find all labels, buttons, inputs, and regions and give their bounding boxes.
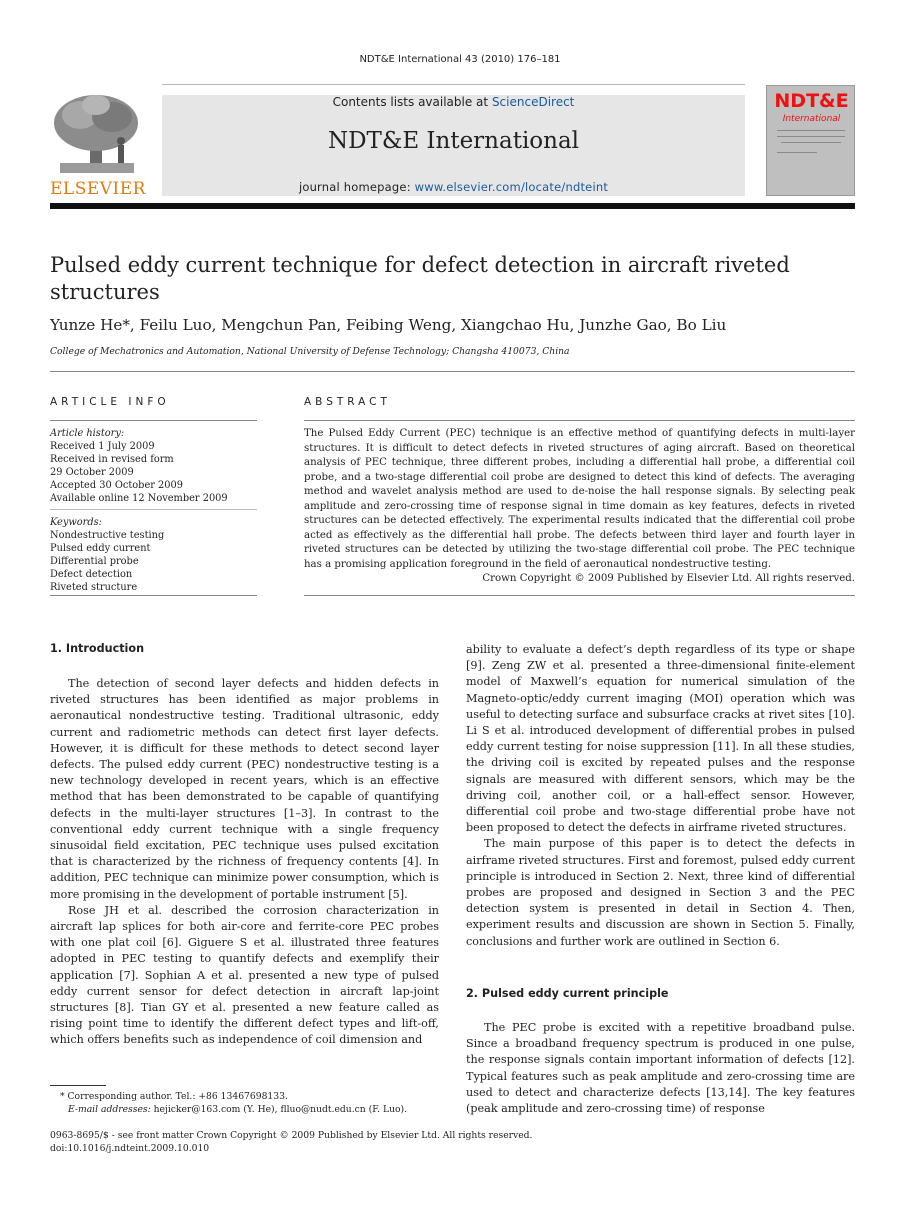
divider <box>304 595 855 596</box>
history-item: 29 October 2009 <box>50 467 134 478</box>
paragraph: The PEC probe is excited with a repetitive broadband pulse. Since a broadband frequency spectrum is produced in one pulse, the response signals contain important information of defects [12]. Typical features such as peak amplitude and zero-crossing time are used to detect and characterize defects [13,14]. The key features (peak amplitude and zero-crossing time) of response <box>466 1021 855 1116</box>
cover-line <box>781 142 841 143</box>
keyword: Nondestructive testing <box>50 530 165 541</box>
keyword: Riveted structure <box>50 582 138 593</box>
cover-line <box>777 136 845 137</box>
abstract-text: The Pulsed Eddy Current (PEC) technique is an effective method of quantifying defects in multi-layer structures. It is difficult to detect defects in riveted structures of aging aircraft. Based on theoretical analysis of PEC technique, three different probes, including a differential hall probe, a differential coil probe, and a two-stage differential coil probe are designed to detect this kind of defects. The averaging method and wavelet analysis method are used to de-noise the hall response signals. By selecting peak amplitude and zero-crossing time of response signal in time domain as key features, defects in riveted structures can be detected effectively. The experimental results indicated that the differential coil probe acted as effectively as the differential hall probe. The defects between third layer and fourth layer in riveted structures can be detected by utilizing the two-stage differential coil probe. The PEC technique has a promising application foreground in the field of aeronautical nondestructive testing. <box>304 428 855 570</box>
abstract <box>304 427 855 587</box>
abstract-heading: ABSTRACT <box>304 396 391 408</box>
masthead-rule <box>50 203 855 209</box>
doi-line: doi:10.1016/j.ndteint.2009.10.010 <box>50 1143 210 1154</box>
section-1-heading: 1. Introduction <box>50 642 145 655</box>
journal-homepage <box>162 180 745 194</box>
affiliation: College of Mechatronics and Automation, National University of Defense Technology; Changsha 410073, China <box>50 346 570 357</box>
journal-title: NDT&E International <box>327 128 580 154</box>
cover-title: NDT&E <box>774 90 849 112</box>
footnote <box>50 1090 450 1116</box>
body-left-column <box>50 676 439 1049</box>
keyword: Defect detection <box>50 569 133 580</box>
divider <box>50 595 257 596</box>
divider <box>50 371 855 372</box>
header-rule <box>162 84 745 85</box>
paragraph: ability to evaluate a defect’s depth regardless of its type or shape [9]. Zeng ZW et al. presented a three-dimensional finite-element model of Maxwell’s equation for numerical simulation of the Magneto-optic/eddy current imaging (MOI) operation which was useful to detecting surface and subsurface cracks at rivet sites [10]. Li S et al. introduced development of differential probes in pulsed eddy current testing for noise suppression [11]. In all these studies, the driving coil is excited by repeated pulses and the response signals are measured with different sensors, which may be the driving coil, another coil, or a hall-effect sensor. However, differential coil probe and two-stage differential probe have not been proposed to detect the defects in airframe riveted structures. <box>466 643 855 835</box>
article-info-heading: ARTICLE INFO <box>50 396 170 408</box>
copyright-line: Crown Copyright © 2009 Published by Elsevier Ltd. All rights reserved. <box>482 573 855 584</box>
corresponding-author: * Corresponding author. Tel.: +86 13467698133. <box>60 1091 288 1102</box>
article-info <box>50 427 260 594</box>
homepage-prefix: journal homepage: <box>298 180 415 194</box>
divider <box>304 420 855 421</box>
paragraph: The detection of second layer defects and hidden defects in riveted structures has been identified as major problems in aeronautical nondestructive testing. Traditional ultrasonic, eddy current and radiometric methods can detect first layer defects. However, it is difficult for these methods to detect second layer defects. The pulsed eddy current (PEC) nondestructive testing is a new technology developed in recent years, which is an effective method that has been demonstrated to be capable of quantifying defects in the multi-layer structures [1–3]. In contrast to the conventional eddy current technique with a single frequency sinusoidal field excitation, PEC technique uses pulsed excitation that is characterized by the richness of frequency contents [4]. In addition, PEC technique can minimize power consumption, which is more promising in the development of portable instrument [5]. <box>50 677 439 901</box>
email-addresses: hejicker@163.com (Y. He), flluo@nudt.edu.cn (F. Luo). <box>153 1104 408 1115</box>
history-item: Received in revised form <box>50 454 174 465</box>
body-right-column-2 <box>466 1020 855 1117</box>
paragraph: The main purpose of this paper is to detect the defects in airframe riveted structures. First and foremost, pulsed eddy current principle is introduced in Section 2. Next, three kind of differential probes are proposed and designed in Section 3 and the PEC detection system is presented in detail in Section 4. Then, experiment results and discussion are shown in Section 5. Finally, conclusions and further work are outlined in Section 6. <box>466 837 855 948</box>
email-label: E-mail addresses: <box>68 1104 151 1115</box>
divider <box>50 505 257 510</box>
paragraph: Rose JH et al. described the corrosion characterization in aircraft lap splices for both air-core and ferrite-core PEC probes with one plat coil [6]. Giguere S et al. illustrated three features adopted in PEC testing to quantify defects and exemplify their application [7]. Sophian A et al. presented a new type of pulsed eddy current sensor for defect detection in aircraft lap-joint structures [8]. Tian GY et al. presented a new feature called as rising point time to identify the different defect types and lift-off, which offers benefits such as independence of coil dimension and <box>50 903 439 1047</box>
paper-title: Pulsed eddy current technique for defect detection in aircraft riveted structures <box>50 253 790 304</box>
bottom-meta <box>50 1129 650 1155</box>
contents-prefix: Contents lists available at <box>332 95 492 109</box>
cover-line <box>777 152 817 153</box>
sciencedirect-link[interactable]: ScienceDirect <box>491 95 575 109</box>
author-list: Yunze He*, Feilu Luo, Mengchun Pan, Feibing Weng, Xiangchao Hu, Junzhe Gao, Bo Liu <box>50 316 727 334</box>
homepage-link[interactable]: www.elsevier.com/locate/ndteint <box>414 180 609 194</box>
issn-line: 0963-8695/$ - see front matter Crown Copyright © 2009 Published by Elsevier Ltd. All rights reserved. <box>50 1130 533 1141</box>
section-2-heading: 2. Pulsed eddy current principle <box>466 987 669 1000</box>
cover-subtitle: International <box>782 114 841 124</box>
history-label: Article history: <box>50 428 125 439</box>
divider <box>50 420 257 421</box>
journal-cover-thumbnail <box>766 85 855 196</box>
keyword: Differential probe <box>50 556 139 567</box>
body-right-column <box>466 642 855 950</box>
footnote-rule <box>50 1085 106 1086</box>
elsevier-logo-text: ELSEVIER <box>50 179 146 199</box>
email-line <box>50 1103 450 1116</box>
running-head: NDT&E International 43 (2010) 176–181 <box>359 54 561 65</box>
cover-line <box>777 130 845 131</box>
history-item: Available online 12 November 2009 <box>50 493 228 504</box>
history-item: Received 1 July 2009 <box>50 441 155 452</box>
contents-line <box>162 95 745 109</box>
keyword: Pulsed eddy current <box>50 543 151 554</box>
history-item: Accepted 30 October 2009 <box>50 480 183 491</box>
keywords-label: Keywords: <box>50 517 102 528</box>
